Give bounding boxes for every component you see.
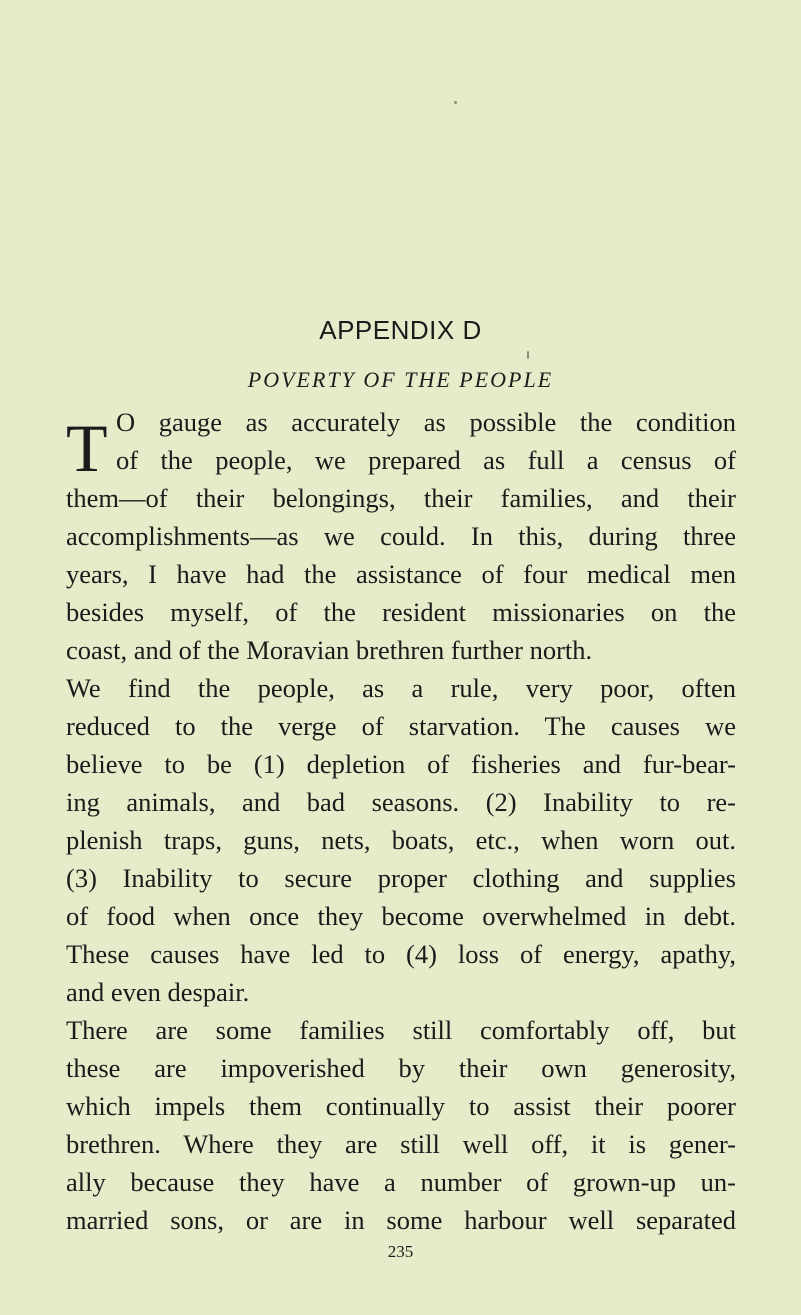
text-line: them—of their belongings, their families, and their — [66, 483, 736, 513]
text-line: coast, and of the Moravian brethren further north. — [66, 635, 593, 665]
page-number: 235 — [387, 1242, 414, 1261]
text-line: and even despair. — [66, 977, 250, 1007]
text-line: plenish traps, guns, nets, boats, etc., when worn out. — [66, 825, 736, 855]
section-title: POVERTY OF THE PEOPLE — [247, 367, 554, 392]
appendix-title: APPENDIX D — [319, 315, 482, 345]
text-line: brethren. Where they are still well off, it is gener- — [66, 1129, 736, 1159]
drop-cap: T — [66, 410, 108, 486]
text-line: (3) Inability to secure proper clothing and supplies — [66, 863, 736, 893]
text-line: married sons, or are in some harbour well separated — [66, 1205, 736, 1235]
text-line: besides myself, of the resident missionaries on the — [66, 597, 736, 627]
paper-speck — [527, 351, 529, 359]
text-line: years, I have had the assistance of four medical men — [66, 559, 736, 589]
text-line: ally because they have a number of grown-up un- — [66, 1167, 736, 1197]
text-line: O gauge as accurately as possible the condition — [116, 407, 736, 437]
text-line: ing animals, and bad seasons. (2) Inability to re- — [66, 787, 736, 817]
text-line: There are some families still comfortably off, but — [66, 1015, 736, 1045]
text-line: which impels them continually to assist their poorer — [66, 1091, 736, 1121]
text-line: of the people, we prepared as full a census of — [116, 445, 736, 475]
text-line: We find the people, as a rule, very poor, often — [66, 673, 736, 703]
text-line: accomplishments—as we could. In this, during three — [66, 521, 736, 551]
text-line: of food when once they become overwhelmed in debt. — [66, 901, 736, 931]
text-line: reduced to the verge of starvation. The causes we — [66, 711, 736, 741]
text-line: these are impoverished by their own generosity, — [66, 1053, 736, 1083]
text-line: believe to be (1) depletion of fisheries and fur-bear- — [66, 749, 736, 779]
paper-speck — [454, 101, 457, 104]
text-line: These causes have led to (4) loss of energy, apathy, — [66, 939, 736, 969]
